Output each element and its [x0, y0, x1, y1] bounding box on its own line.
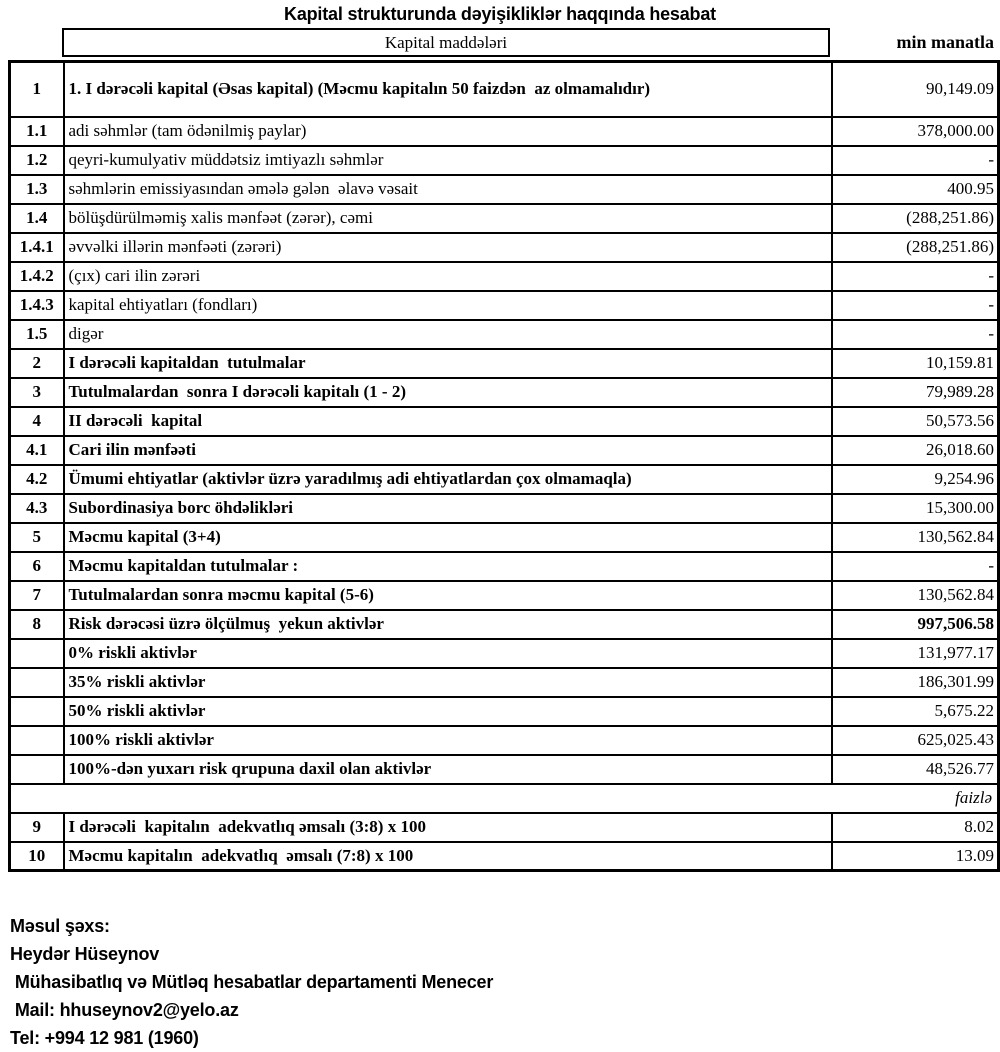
table-row [10, 639, 999, 668]
row-number-cell: 8 [10, 610, 64, 639]
table-row [10, 842, 999, 871]
row-label-cell: Məcmu kapital (3+4) [64, 523, 832, 552]
row-value-cell: 625,025.43 [832, 726, 999, 755]
row-number-cell: 3 [10, 378, 64, 407]
row-number-cell: 1.3 [10, 175, 64, 204]
row-label-cell: (çıx) cari ilin zərəri [64, 262, 832, 291]
row-value-cell: 10,159.81 [832, 349, 999, 378]
row-number-cell [10, 755, 64, 784]
table-row [10, 668, 999, 697]
percent-note-cell: faizlə [10, 784, 999, 813]
responsible-person-role: Mühasibatlıq və Mütləq hesabatlar departamenti Menecer [10, 972, 494, 992]
row-value-cell: 131,977.17 [832, 639, 999, 668]
row-label-cell: 100%-dən yuxarı risk qrupuna daxil olan aktivlər [64, 755, 832, 784]
contact-phone: Tel: +994 12 981 (1960) [10, 1028, 199, 1048]
table-row [10, 378, 999, 407]
row-label-cell: 35% riskli aktivlər [64, 668, 832, 697]
row-value-cell: 9,254.96 [832, 465, 999, 494]
row-number-cell: 6 [10, 552, 64, 581]
row-number-cell [10, 726, 64, 755]
row-value-cell: 79,989.28 [832, 378, 999, 407]
header-capital-items: Kapital maddələri [62, 28, 830, 57]
row-number-cell: 9 [10, 813, 64, 842]
row-value-cell: - [832, 262, 999, 291]
row-number-cell: 10 [10, 842, 64, 871]
row-label-cell: əvvəlki illərin mənfəəti (zərəri) [64, 233, 832, 262]
contact-email: Mail: hhuseynov2@yelo.az [10, 1000, 239, 1020]
row-value-cell: 90,149.09 [832, 62, 999, 117]
table-row [10, 233, 999, 262]
row-value-cell: - [832, 291, 999, 320]
row-label-cell: I dərəcəli kapitalın adekvatlıq əmsalı (3:8) x 100 [64, 813, 832, 842]
table-row [10, 291, 999, 320]
row-label-cell: Cari ilin mənfəəti [64, 436, 832, 465]
row-value-cell: - [832, 552, 999, 581]
table-row [10, 117, 999, 146]
header-number-spacer [8, 28, 62, 57]
table-row [10, 349, 999, 378]
table-row [10, 726, 999, 755]
row-label-cell: Ümumi ehtiyatlar (aktivlər üzrə yaradılmış adi ehtiyatlardan çox olmamaqla) [64, 465, 832, 494]
row-label-cell: Tutulmalardan sonra I dərəcəli kapitalı (1 - 2) [64, 378, 832, 407]
table-row [10, 697, 999, 726]
row-value-cell: 378,000.00 [832, 117, 999, 146]
row-value-cell: 15,300.00 [832, 494, 999, 523]
row-value-cell: 50,573.56 [832, 407, 999, 436]
row-label-cell: kapital ehtiyatları (fondları) [64, 291, 832, 320]
table-row [10, 204, 999, 233]
row-value-cell: 400.95 [832, 175, 999, 204]
table-row [10, 610, 999, 639]
table-body [10, 62, 999, 871]
footer-contact-block [10, 912, 1000, 1052]
row-value-cell: 186,301.99 [832, 668, 999, 697]
row-value-cell: (288,251.86) [832, 204, 999, 233]
table-row [10, 581, 999, 610]
row-number-cell [10, 639, 64, 668]
row-label-cell: bölüşdürülməmiş xalis mənfəət (zərər), cəmi [64, 204, 832, 233]
table-row [10, 436, 999, 465]
row-label-cell: Tutulmalardan sonra məcmu kapital (5-6) [64, 581, 832, 610]
table-row [10, 523, 999, 552]
row-number-cell: 1.4 [10, 204, 64, 233]
row-number-cell: 1.4.1 [10, 233, 64, 262]
row-value-cell: - [832, 320, 999, 349]
row-value-cell: 130,562.84 [832, 581, 999, 610]
row-number-cell: 5 [10, 523, 64, 552]
row-label-cell: Risk dərəcəsi üzrə ölçülmuş yekun aktivlər [64, 610, 832, 639]
row-number-cell [10, 668, 64, 697]
row-label-cell: 1. I dərəcəli kapital (Əsas kapital) (Məcmu kapitalın 50 faizdən az olmamalıdır) [64, 62, 832, 117]
row-label-cell: adi səhmlər (tam ödənilmiş paylar) [64, 117, 832, 146]
row-number-cell: 1.5 [10, 320, 64, 349]
row-number-cell [10, 697, 64, 726]
percent-note-row [10, 784, 999, 813]
row-number-cell: 1.2 [10, 146, 64, 175]
row-label-cell: I dərəcəli kapitaldan tutulmalar [64, 349, 832, 378]
table-row [10, 813, 999, 842]
row-value-cell: 130,562.84 [832, 523, 999, 552]
row-value-cell: - [832, 146, 999, 175]
header-unit-label: min manatla [896, 32, 994, 52]
table-row [10, 552, 999, 581]
table-row [10, 62, 999, 117]
capital-structure-table [8, 60, 1000, 872]
table-row [10, 494, 999, 523]
row-value-cell: 13.09 [832, 842, 999, 871]
row-label-cell: səhmlərin emissiyasından əmələ gələn əlavə vəsait [64, 175, 832, 204]
row-value-cell: 5,675.22 [832, 697, 999, 726]
row-value-cell: (288,251.86) [832, 233, 999, 262]
page-title: Kapital strukturunda dəyişikliklər haqqında hesabat [284, 4, 716, 24]
table-row [10, 175, 999, 204]
row-value-cell: 48,526.77 [832, 755, 999, 784]
row-number-cell: 1.4.2 [10, 262, 64, 291]
responsible-person-label: Məsul şəxs: [10, 916, 110, 936]
row-label-cell: 100% riskli aktivlər [64, 726, 832, 755]
table-header-row [8, 28, 997, 57]
table-row [10, 262, 999, 291]
row-label-cell: Məcmu kapitalın adekvatlıq əmsalı (7:8) x 100 [64, 842, 832, 871]
table-row [10, 465, 999, 494]
table-row [10, 146, 999, 175]
row-label-cell: qeyri-kumulyativ müddətsiz imtiyazlı səhmlər [64, 146, 832, 175]
row-value-cell: 997,506.58 [832, 610, 999, 639]
row-label-cell: digər [64, 320, 832, 349]
row-number-cell: 4.3 [10, 494, 64, 523]
row-number-cell: 1.4.3 [10, 291, 64, 320]
row-label-cell: II dərəcəli kapital [64, 407, 832, 436]
row-number-cell: 1.1 [10, 117, 64, 146]
row-label-cell: 0% riskli aktivlər [64, 639, 832, 668]
row-number-cell: 4 [10, 407, 64, 436]
row-number-cell: 4.2 [10, 465, 64, 494]
row-number-cell: 4.1 [10, 436, 64, 465]
table-row [10, 755, 999, 784]
capital-table-area [8, 28, 997, 872]
table-row [10, 320, 999, 349]
row-number-cell: 7 [10, 581, 64, 610]
row-label-cell: Subordinasiya borc öhdəlikləri [64, 494, 832, 523]
row-label-cell: 50% riskli aktivlər [64, 697, 832, 726]
responsible-person-name: Heydər Hüseynov [10, 944, 160, 964]
row-value-cell: 26,018.60 [832, 436, 999, 465]
row-number-cell: 1 [10, 62, 64, 117]
row-number-cell: 2 [10, 349, 64, 378]
row-label-cell: Məcmu kapitaldan tutulmalar : [64, 552, 832, 581]
row-value-cell: 8.02 [832, 813, 999, 842]
table-row [10, 407, 999, 436]
